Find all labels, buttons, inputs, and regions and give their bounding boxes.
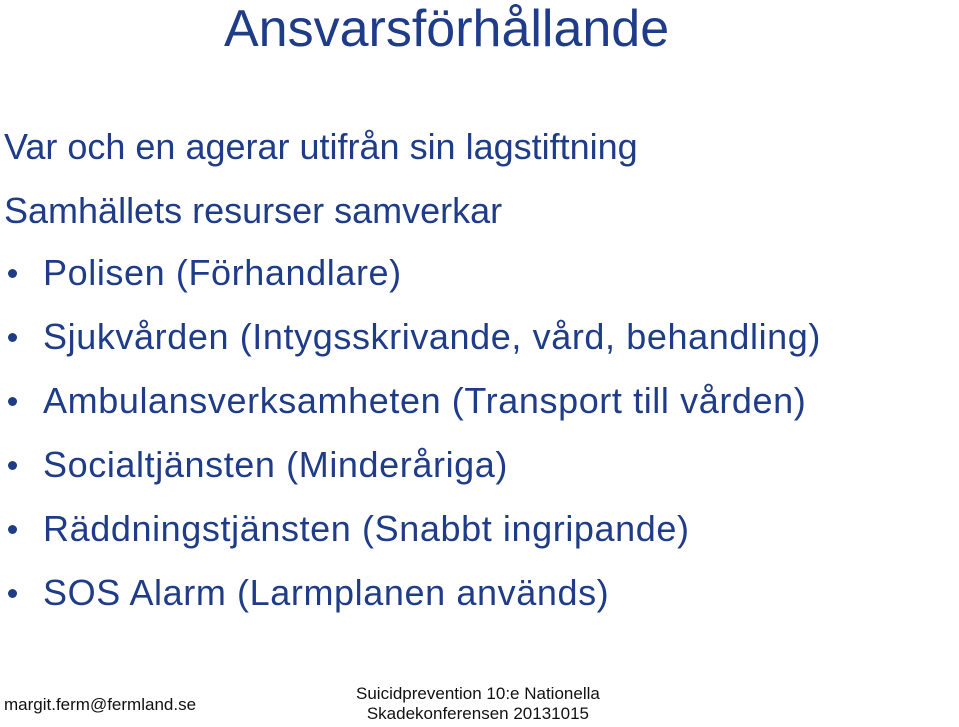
- bullet-dot-icon: [8, 525, 17, 534]
- footer-email: margit.ferm@fermland.se: [4, 695, 197, 714]
- bullet-text: SOS Alarm (Larmplanen används): [43, 572, 610, 613]
- footer-event: [356, 684, 600, 724]
- bullet-item-sos-alarm: [0, 572, 821, 636]
- slide-title: Ansvarsförhållande: [224, 0, 670, 58]
- bullet-item-polisen: [0, 252, 821, 316]
- bullet-item-ambulans: [0, 380, 821, 444]
- bullet-text: Polisen (Förhandlare): [43, 252, 402, 293]
- bullet-dot-icon: [8, 397, 17, 406]
- bullet-text: Sjukvården (Intygsskrivande, vård, behandling): [43, 316, 822, 357]
- bullet-item-sjukvarden: [0, 316, 821, 380]
- bullet-dot-icon: [8, 269, 17, 278]
- bullet-dot-icon: [8, 333, 17, 342]
- bullet-text: Ambulansverksamheten (Transport till vården): [43, 380, 807, 421]
- footer-event-line-1: Suicidprevention 10:e Nationella: [356, 684, 600, 703]
- intro-line-1: Var och en agerar utifrån sin lagstiftning: [4, 126, 638, 167]
- bullet-dot-icon: [8, 589, 17, 598]
- intro-line-2: Samhällets resurser samverkar: [4, 190, 503, 231]
- bullet-item-raddningstjansten: [0, 508, 821, 572]
- bullet-dot-icon: [8, 461, 17, 470]
- bullet-text: Socialtjänsten (Minderåriga): [43, 444, 509, 485]
- footer-event-line-2: Skadekonferensen 20131015: [366, 704, 589, 723]
- bullet-text: Räddningstjänsten (Snabbt ingripande): [43, 508, 690, 549]
- bullet-list: [0, 252, 821, 636]
- bullet-item-socialtjansten: [0, 444, 821, 508]
